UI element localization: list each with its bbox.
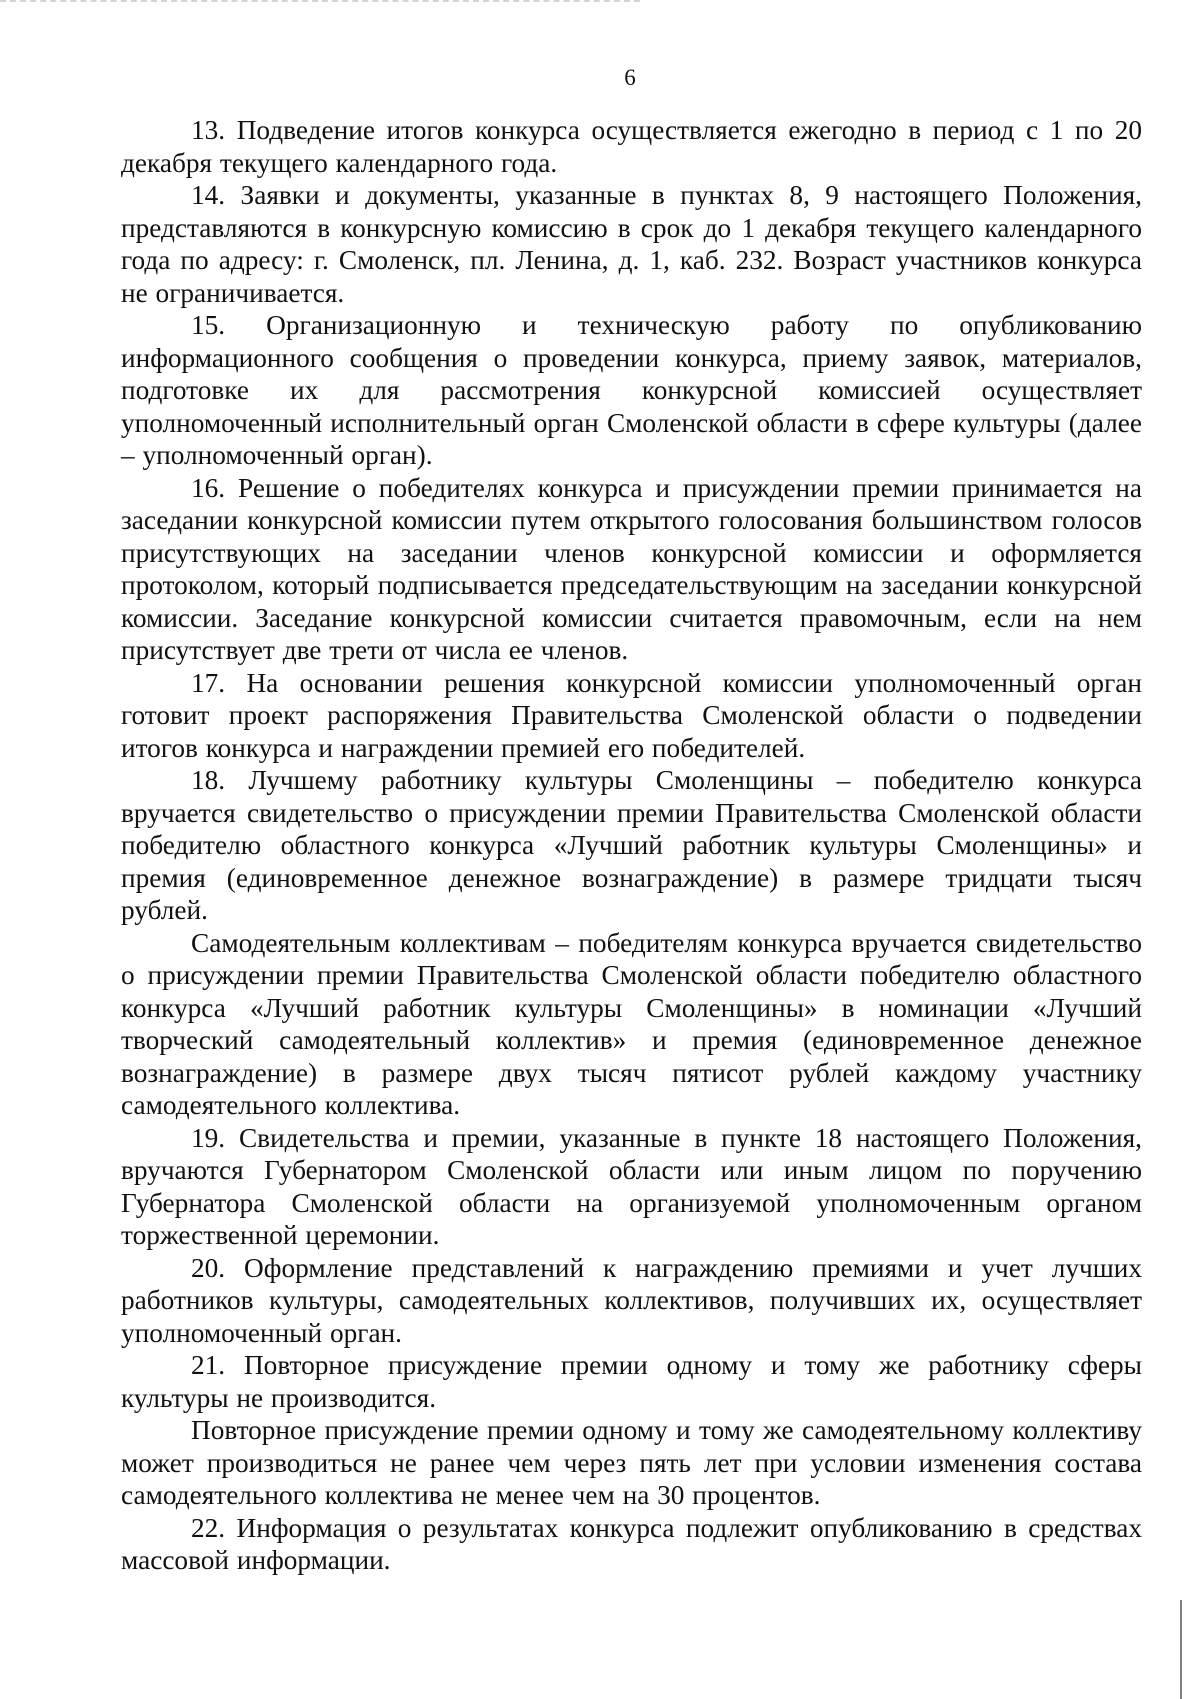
paragraph-18: 18. Лучшему работнику культуры Смоленщины – победителю конкурса вручается свидетельство о присуждении премии Правительства Смоленской области победителю областного конкурса «Лучший работник культуры Смоленщины» и премия (единовременное денежное вознаграждение) в размере тридцати тысяч рублей. [121, 765, 1142, 925]
paragraph-21-collectives: Повторное присуждение премии одному и тому же самодеятельному коллективу может производиться не ранее чем через пять лет при условии изменения состава самодеятельного коллектива не менее чем на 30 процентов. [121, 1415, 1142, 1510]
paragraph-20: 20. Оформление представлений к награждению премиями и учет лучших работников культуры, самодеятельных коллективов, получивших их, осуществляет уполномоченный орган. [121, 1252, 1142, 1348]
paragraph-22: 22. Информация о результатах конкурса подлежит опубликованию в средствах массовой информации. [121, 1512, 1142, 1575]
paragraph-21: 21. Повторное присуждение премии одному и тому же работнику сферы культуры не производится. [121, 1350, 1142, 1413]
paragraph-18-collectives: Самодеятельным коллективам – победителям конкурса вручается свидетельство о присуждении премии Правительства Смоленской области победителю областного конкурса «Лучший работник культуры Смоленщины» в номинации «Лучший творческий самодеятельный коллектив» и премия (единовременное денежное вознаграждение) в размере двух тысяч пятисот рублей каждому участнику самодеятельного коллектива. [121, 927, 1142, 1120]
document-body [121, 114, 1142, 1577]
paragraph-19: 19. Свидетельства и премии, указанные в пункте 18 настоящего Положения, вручаются Губернатором Смоленской области или иным лицом по поручению Губернатора Смоленской области на организуемой уполномоченным органом торжественной церемонии. [121, 1122, 1142, 1250]
paragraph-16: 16. Решение о победителях конкурса и присуждении премии принимается на заседании конкурсной комиссии путем открытого голосования большинством голосов присутствующих на заседании членов конкурсной комиссии и оформляется протоколом, который подписывается председательствующим на заседании конкурсной комиссии. Заседание конкурсной комиссии считается правомочным, если на нем присутствует две трети от числа ее членов. [121, 472, 1142, 665]
paragraph-17: 17. На основании решения конкурсной комиссии уполномоченный орган готовит проект распоряжения Правительства Смоленской области о подведении итогов конкурса и награждении премией его победителей. [121, 667, 1142, 763]
paragraph-13: 13. Подведение итогов конкурса осуществляется ежегодно в период с 1 по 20 декабря текущего календарного года. [121, 115, 1142, 178]
page-number: 6 [624, 65, 636, 90]
paragraph-15: 15. Организационную и техническую работу по опубликованию информационного сообщения о проведении конкурса, приему заявок, материалов, подготовке их для рассмотрения конкурсной комиссией осуществляет уполномоченный исполнительный орган Смоленской области в сфере культуры (далее – уполномоченный орган). [121, 310, 1142, 470]
paragraph-14: 14. Заявки и документы, указанные в пунктах 8, 9 настоящего Положения, представляются в конкурсную комиссию в срок до 1 декабря текущего календарного года по адресу: г. Смоленск, пл. Ленина, д. 1, каб. 232. Возраст участников конкурса не ограничивается. [121, 180, 1142, 308]
